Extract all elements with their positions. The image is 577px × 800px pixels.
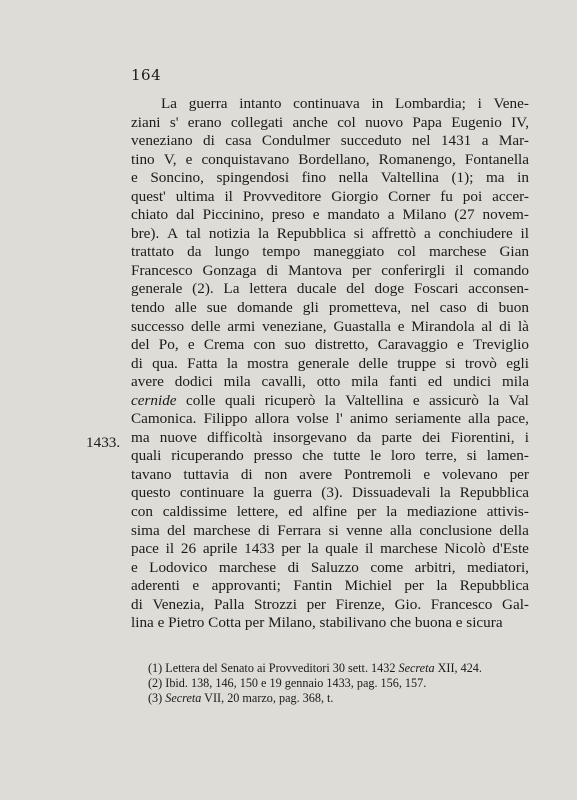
text-line: tavano tuttavia di non avere Pontremoli e volevano per (131, 465, 529, 483)
text-line: tino V, e conquistavano Bordellano, Romanengo, Fontanella (131, 150, 529, 168)
text-line: trattato da lungo tempo maneggiato col marchese Gian (131, 243, 529, 261)
text-line: Camonica. Filippo allora volse l' animo seriamente alla pace, (131, 410, 529, 428)
text-line: aderenti e approvanti; Fantin Michiel per la Repubblica (131, 577, 529, 595)
text-line: veneziano di casa Condulmer succeduto nel 1431 a Mar- (131, 132, 529, 150)
text-line: tendo alle sue domande gli prometteva, nel caso di buon (131, 299, 529, 317)
text-line: quali ricuperando presso che tutte le loro terre, si lamen- (131, 447, 529, 465)
text-line: lina e Pietro Cotta per Milano, stabilivano che buona e sicura (131, 614, 503, 632)
page-number: 164 (131, 66, 162, 84)
text-line: del Po, e Crema con suo distretto, Caravaggio e Treviglio (131, 336, 529, 354)
footnote-3: (3) Secreta VII, 20 marzo, pag. 368, t. (148, 691, 334, 705)
text-line: e Soncino, spingendosi fino nella Valtellina (1); ma in (131, 169, 529, 187)
footnote-1: (1) Lettera del Senato ai Provveditori 30 sett. 1432 Secreta XII, 424. (148, 661, 482, 675)
text-line: quest' ultima il Provveditore Giorgio Corner fu poi accer- (131, 187, 529, 205)
text-line: con caldissime lettere, ed alfine per la mediazione attivis- (131, 503, 529, 521)
text-line: bre). A tal notizia la Repubblica si affrettò a conchiudere il (131, 224, 529, 242)
margin-year-note: 1433. (86, 434, 121, 451)
text-line: La guerra intanto continuava in Lombardia; i Vene- (161, 95, 529, 112)
text-line: di qua. Fatta la mostra generale delle truppe si trovò egli (131, 354, 529, 372)
text-line: e Lodovico marchese di Saluzzo come arbitri, mediatori, (131, 558, 529, 576)
footnotes (148, 661, 538, 706)
text-line: Francesco Gonzaga di Mantova per conferirgli il comando (131, 261, 529, 279)
text-line: cernide colle quali ricuperò la Valtellina e assicurò la Val (131, 391, 529, 409)
text-line: pace il 26 aprile 1433 per la quale il marchese Nicolò d'Este (131, 540, 529, 558)
text-line: di Venezia, Palla Strozzi per Firenze, Gio. Francesco Gal- (131, 595, 529, 613)
text-line: sima del marchese di Ferrara si venne alla conclusione della (131, 521, 529, 539)
text-line: ziani s' erano collegati anche col nuovo Papa Eugenio IV, (131, 113, 529, 131)
text-line: chiato dal Piccinino, preso e mandato a Milano (27 novem- (131, 206, 529, 224)
text-line: generale (2). La lettera ducale del doge Foscari acconsen- (131, 280, 529, 298)
text-line: successo delle armi veneziane, Guastalla e Mirandola al di là (131, 317, 529, 335)
footnote-2: (2) Ibid. 138, 146, 150 e 19 gennaio 1433, pag. 156, 157. (148, 676, 427, 690)
text-line: questo continuare la guerra (3). Dissuadevali la Repubblica (131, 484, 529, 502)
text-line: avere dodici mila cavalli, otto mila fanti ed undici mila (131, 373, 529, 391)
text-line: ma nuove difficoltà insorgevano da parte dei Fiorentini, i (131, 428, 529, 446)
main-text (131, 95, 529, 633)
